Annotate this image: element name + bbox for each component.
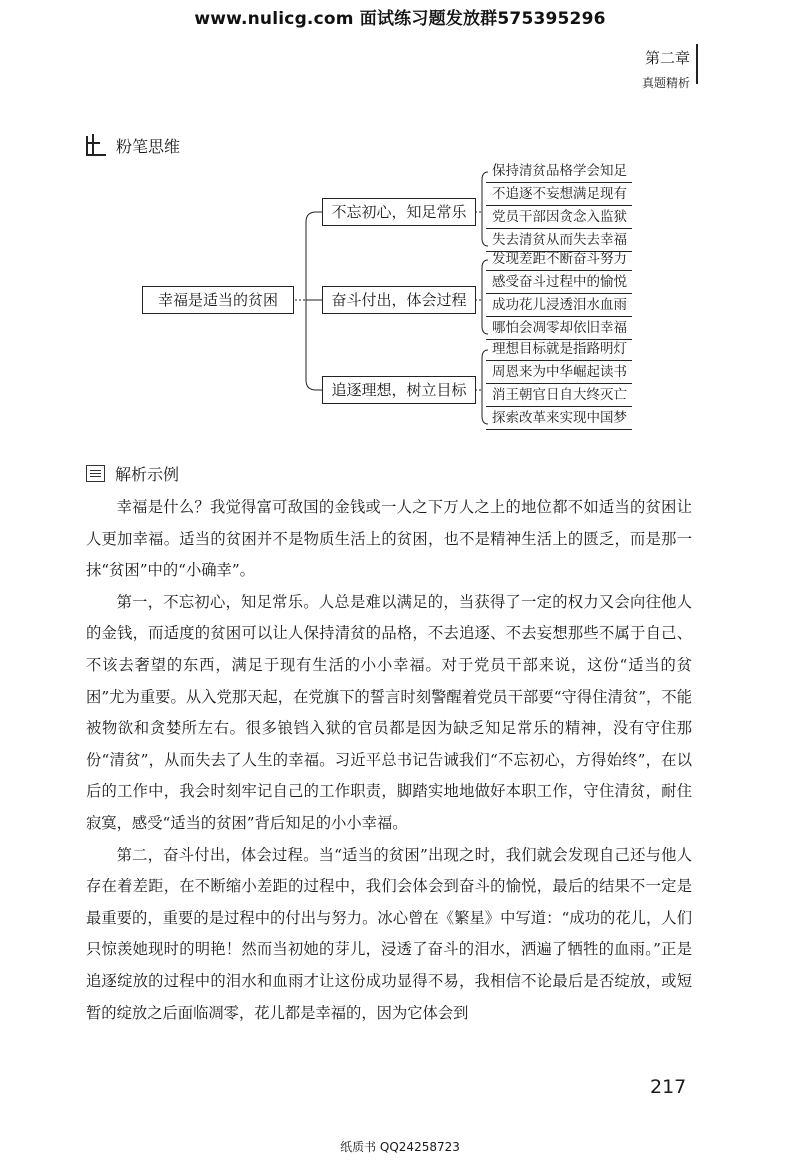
- leaf-item: 发现差距不断奋斗努力: [486, 248, 632, 271]
- mind-map: [0, 0, 800, 460]
- branch-label: 不忘初心，知足常乐: [322, 198, 476, 226]
- leaf-item: 探索改革来实现中国梦: [486, 407, 632, 430]
- mind-map-root: 幸福是适当的贫困: [142, 286, 294, 314]
- leaf-group: [486, 338, 632, 430]
- page-number: 217: [650, 1076, 687, 1098]
- leaf-item: 周恩来为中华崛起读书: [486, 361, 632, 384]
- leaf-item: 成功花儿浸透泪水血雨: [486, 294, 632, 317]
- document-icon: [86, 465, 105, 482]
- leaf-item: 消王朝官日自大终灭亡: [486, 384, 632, 407]
- branch-label: 追逐理想，树立目标: [322, 376, 476, 404]
- leaf-group: [486, 160, 632, 252]
- leaf-item: 党员干部因贪念入监狱: [486, 206, 632, 229]
- paragraph: 第二，奋斗付出，体会过程。当“适当的贫困”出现之时，我们就会发现自己还与他人存在着差距，在不断缩小差距的过程中，我们会体会到奋斗的愉悦，最后的结果不一定是最重要的，重要的是过程中的付出与努力。冰心曾在《繁星》中写道：“成功的花儿，人们只惊羡她现时的明艳！然而当初她的芽儿，浸透了奋斗的泪水，洒遍了牺牲的血雨。”正是追逐绽放的过程中的泪水和血雨才让这份成功显得不易，我相信不论最后是否绽放，或短暂的绽放之后面临凋零，花儿都是幸福的，因为它体会到: [86, 845, 692, 1022]
- section-analysis-heading: [86, 462, 179, 485]
- branch-label: 奋斗付出，体会过程: [322, 286, 476, 314]
- leaf-group: [486, 248, 632, 340]
- section-title: 解析示例: [115, 465, 180, 484]
- leaf-item: 感受奋斗过程中的愉悦: [486, 271, 632, 294]
- leaf-item: 不追逐不妄想满足现有: [486, 183, 632, 206]
- leaf-item: 保持清贫品格学会知足: [486, 160, 632, 183]
- chapter-name: 真题精析: [641, 76, 690, 90]
- paragraph: 第一，不忘初心，知足常乐。人总是难以满足的，当获得了一定的权力又会向往他人的金钱，而适度的贫困可以让人保持清贫的品格，不去追逐、不去妄想那些不属于自己、不该去奢望的东西，满足于现有生活的小小幸福。对于党员干部来说，这份“适当的贫困”尤为重要。从入党那天起，在党旗下的誓言时刻警醒着党员干部要“守得住清贫”，不能被物欲和贪婪所左右。很多锒铛入狱的官员都是因为缺乏知足常乐的精神，没有守住那份“清贫”，从而失去了人生的幸福。习近平总书记告诫我们“不忘初心，方得始终”，在以后的工作中，我会时刻牢记自己的工作职责，脚踏实地地做好本职工作，守住清贫，耐住寂寞，感受“适当的贫困”背后知足的小小幸福。: [86, 592, 692, 832]
- leaf-item: 理想目标就是指路明灯: [486, 338, 632, 361]
- footer-note: 纸质书 QQ24258723: [340, 1140, 460, 1154]
- article-body: [86, 492, 692, 1029]
- chapter-number: 第二章: [644, 49, 690, 67]
- leaf-item: 失去清贫从而失去幸福: [486, 229, 632, 252]
- watermark-banner: www.nulicg.com 面试练习题发放群575395296: [194, 9, 606, 29]
- paragraph: 幸福是什么？我觉得富可敌国的金钱或一人之下万人之上的地位都不如适当的贫困让人更加幸福。适当的贫困并不是物质生活上的贫困，也不是精神生活上的匮乏，而是那一抹“贫困”中的“小确幸”。: [86, 498, 692, 580]
- section-title: 粉笔思维: [116, 137, 181, 156]
- leaf-item: 哪怕会凋零却依旧幸福: [486, 317, 632, 340]
